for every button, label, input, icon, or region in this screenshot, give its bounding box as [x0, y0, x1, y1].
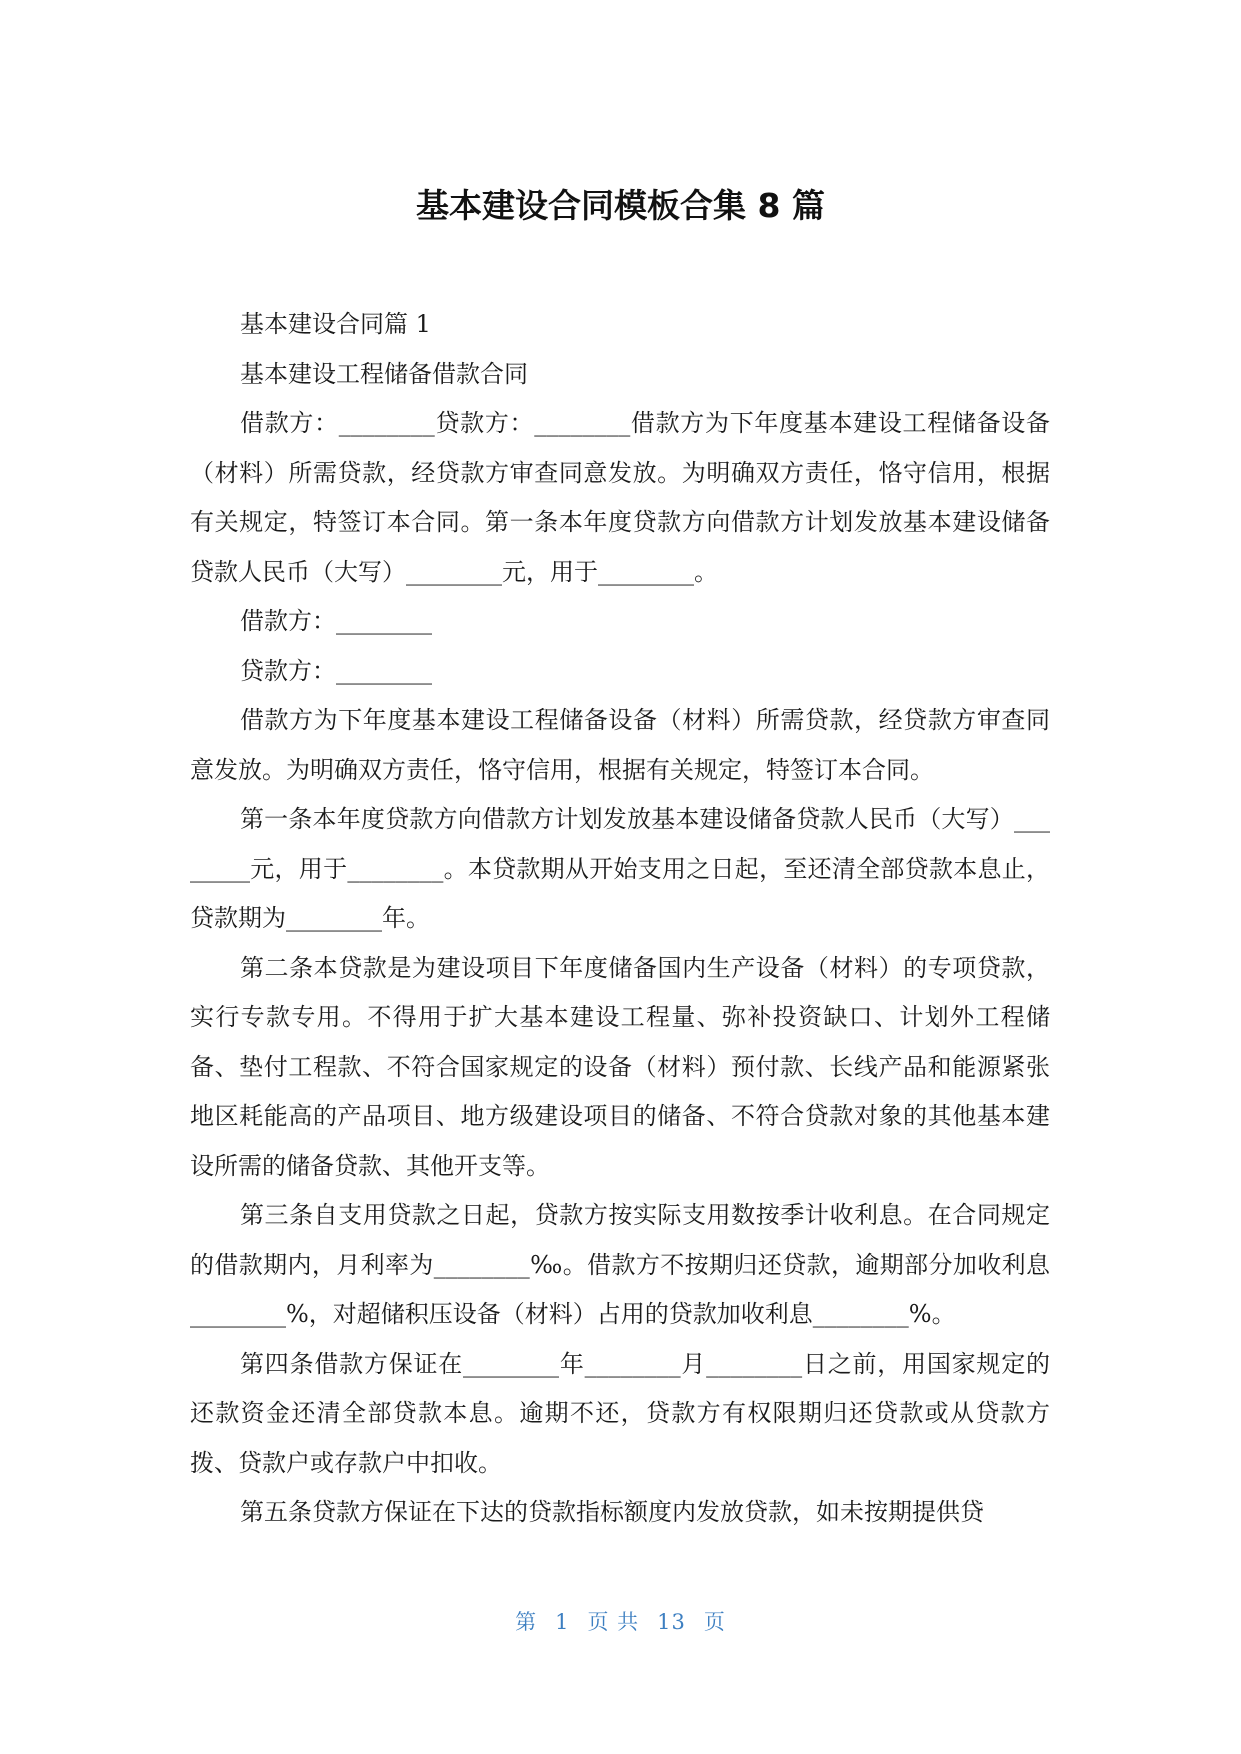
page-footer	[0, 1608, 1241, 1636]
total-pages-number: 13	[657, 1610, 686, 1634]
article-1: 第一条本年度贷款方向借款方计划发放基本建设储备贷款人民币（大写）________元，用于________。本贷款期从开始支用之日起，至还清全部贷款本息止，贷款期为________年。	[190, 805, 1050, 932]
borrower-line: 借款方：________	[240, 607, 432, 635]
paragraph: 借款方为下年度基本建设工程储备设备（材料）所需贷款，经贷款方审查同意发放。为明确双方责任，恪守信用，根据有关规定，特签订本合同。	[190, 706, 1050, 784]
section-heading: 基本建设合同篇 1	[240, 310, 431, 338]
lender-line: 贷款方：________	[240, 656, 432, 685]
article-5: 第五条贷款方保证在下达的贷款指标额度内发放贷款，如未按期提供贷	[240, 1498, 984, 1526]
paragraph: 借款方：________贷款方：________借款方为下年度基本建设工程储备设备（材料）所需贷款，经贷款方审查同意发放。为明确双方责任，恪守信用，根据有关规定，特签订本合同。第一条本年度贷款方向借款方计划发放基本建设储备贷款人民币（大写）________元，用于________。	[190, 409, 1050, 586]
footer-prefix: 第	[515, 1610, 538, 1634]
document-body	[190, 300, 1050, 1538]
document-title: 基本建设合同模板合集 8 篇	[416, 186, 825, 225]
contract-name: 基本建设工程储备借款合同	[240, 359, 528, 388]
footer-mid: 页 共	[587, 1610, 640, 1634]
current-page-number: 1	[555, 1610, 570, 1634]
footer-suffix: 页	[703, 1610, 726, 1634]
article-3: 第三条自支用贷款之日起，贷款方按实际支用数按季计收利息。在合同规定的借款期内，月利率为________‰。借款方不按期归还贷款，逾期部分加收利息________%，对超储积压设备（材料）占用的贷款加收利息________%。	[190, 1201, 1050, 1328]
article-2: 第二条本贷款是为建设项目下年度储备国内生产设备（材料）的专项贷款，实行专款专用。不得用于扩大基本建设工程量、弥补投资缺口、计划外工程储备、垫付工程款、不符合国家规定的设备（材料）预付款、长线产品和能源紧张地区耗能高的产品项目、地方级建设项目的储备、不符合贷款对象的其他基本建设所需的储备贷款、其他开支等。	[190, 953, 1050, 1180]
article-4: 第四条借款方保证在________年________月________日之前，用国家规定的还款资金还清全部贷款本息。逾期不还，贷款方有权限期归还贷款或从贷款方拨、贷款户或存款户中扣收。	[190, 1349, 1050, 1477]
